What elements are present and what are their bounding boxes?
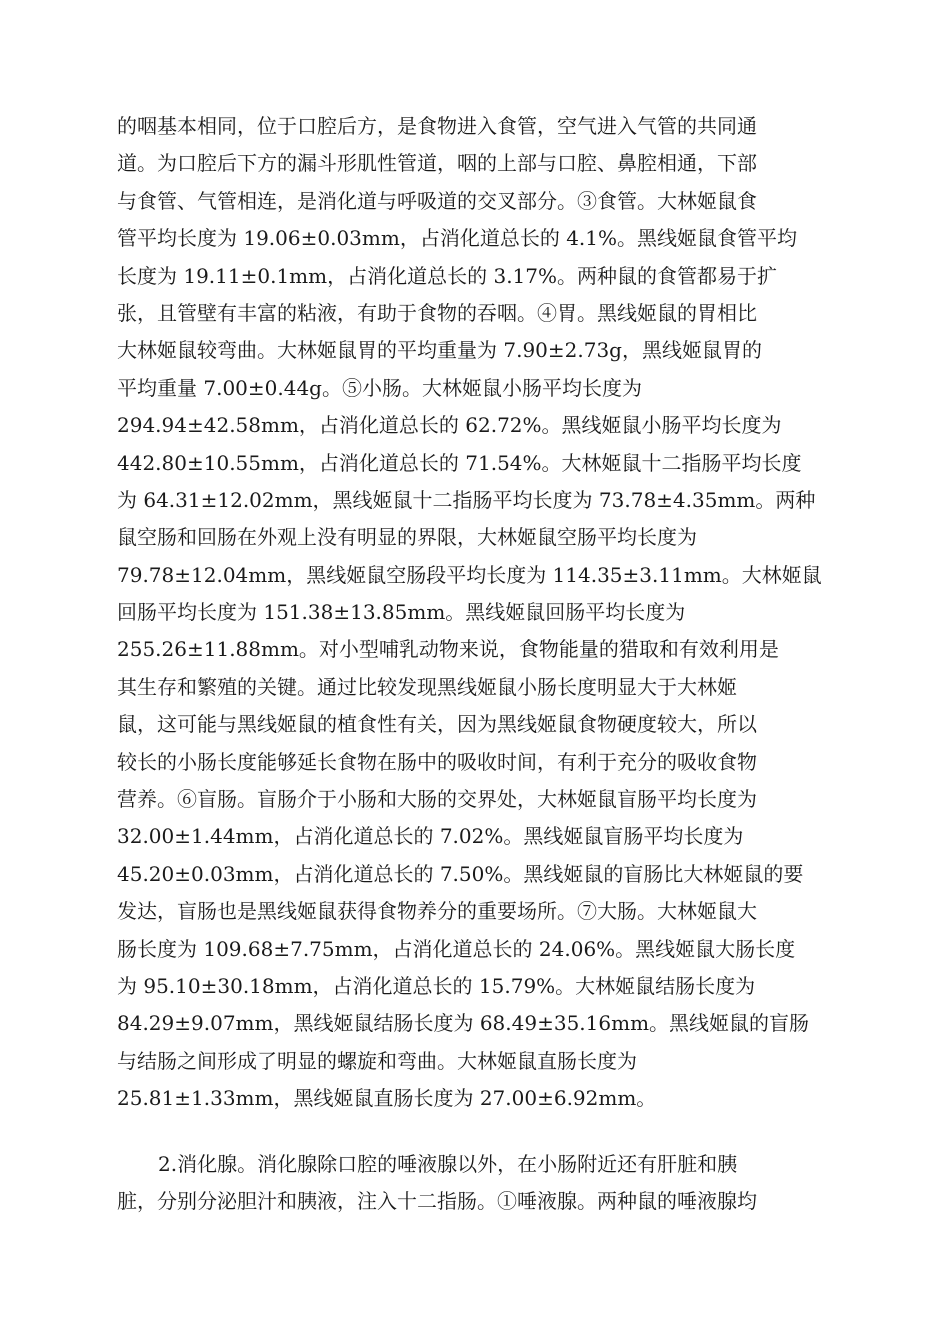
paragraph-1-line: 为 95.10±30.18mm，占消化道总长的 15.79%。大林姬鼠结肠长度为 (117, 973, 756, 998)
paragraph-1-line: 营养。⑥盲肠。盲肠介于小肠和大肠的交界处，大林姬鼠盲肠平均长度为 (117, 787, 757, 812)
paragraph-1-line: 鼠空肠和回肠在外观上没有明显的界限，大林姬鼠空肠平均长度为 (117, 525, 697, 550)
paragraph-1-line: 较长的小肠长度能够延长食物在肠中的吸收时间，有利于充分的吸收食物 (117, 749, 757, 774)
paragraph-1-line: 发达，盲肠也是黑线姬鼠获得食物养分的重要场所。⑦大肠。大林姬鼠大 (117, 899, 757, 924)
paragraph-1-line: 84.29±9.07mm，黑线姬鼠结肠长度为 68.49±35.16mm。黑线姬鼠的盲肠 (117, 1011, 810, 1036)
paragraph-1-line: 鼠，这可能与黑线姬鼠的植食性有关，因为黑线姬鼠食物硬度较大，所以 (117, 712, 757, 737)
paragraph-1-line: 平均重量 7.00±0.44g。⑤小肠。大林姬鼠小肠平均长度为 (117, 375, 642, 400)
paragraph-1-line: 道。为口腔后下方的漏斗形肌性管道，咽的上部与口腔、鼻腔相通，下部 (117, 151, 757, 176)
paragraph-1-line: 长度为 19.11±0.1mm，占消化道总长的 3.17%。两种鼠的食管都易于扩 (117, 263, 777, 288)
paragraph-1-line: 294.94±42.58mm，占消化道总长的 62.72%。黑线姬鼠小肠平均长度为 (117, 413, 782, 438)
paragraph-1-line: 张，且管壁有丰富的粘液，有助于食物的吞咽。④胃。黑线姬鼠的胃相比 (117, 300, 757, 325)
paragraph-spacer (117, 1118, 837, 1146)
paragraph-1-line: 442.80±10.55mm，占消化道总长的 71.54%。大林姬鼠十二指肠平均长度 (117, 450, 802, 475)
paragraph-1-line: 45.20±0.03mm，占消化道总长的 7.50%。黑线姬鼠的盲肠比大林姬鼠的要 (117, 861, 804, 886)
paragraph-1-line: 管平均长度为 19.06±0.03mm，占消化道总长的 4.1%。黑线姬鼠食管平均 (117, 226, 797, 251)
paragraph-1-line: 79.78±12.04mm，黑线姬鼠空肠段平均长度为 114.35±3.11mm。大林姬鼠 (117, 562, 822, 587)
paragraph-1-line: 25.81±1.33mm，黑线姬鼠直肠长度为 27.00±6.92mm。 (117, 1086, 657, 1111)
body-text (117, 108, 837, 1220)
paragraph-1-line: 与食管、气管相连，是消化道与呼吸道的交叉部分。③食管。大林姬鼠食 (117, 188, 757, 213)
paragraph-1-line: 其生存和繁殖的关键。通过比较发现黑线姬鼠小肠长度明显大于大林姬 (117, 674, 737, 699)
paragraph-1-line: 肠长度为 109.68±7.75mm，占消化道总长的 24.06%。黑线姬鼠大肠长度 (117, 936, 796, 961)
paragraph-1-line: 255.26±11.88mm。对小型哺乳动物来说，食物能量的猎取和有效利用是 (117, 637, 779, 662)
paragraph-1-line: 与结肠之间形成了明显的螺旋和弯曲。大林姬鼠直肠长度为 (117, 1048, 637, 1073)
paragraph-2-line: 2.消化腺。消化腺除口腔的唾液腺以外，在小肠附近还有肝脏和胰 (158, 1151, 738, 1176)
paragraph-1-line: 32.00±1.44mm，占消化道总长的 7.02%。黑线姬鼠盲肠平均长度为 (117, 824, 744, 849)
paragraph-1-line: 为 64.31±12.02mm，黑线姬鼠十二指肠平均长度为 73.78±4.35mm。两种 (117, 487, 816, 512)
paragraph-1-line: 的咽基本相同，位于口腔后方，是食物进入食管，空气进入气管的共同通 (117, 114, 757, 138)
paragraph-1-line: 大林姬鼠较弯曲。大林姬鼠胃的平均重量为 7.90±2.73g，黑线姬鼠胃的 (117, 338, 762, 363)
paragraph-2-line: 脏，分别分泌胆汁和胰液，注入十二指肠。①唾液腺。两种鼠的唾液腺均 (117, 1188, 757, 1213)
paragraph-1-line: 回肠平均长度为 151.38±13.85mm。黑线姬鼠回肠平均长度为 (117, 600, 686, 625)
